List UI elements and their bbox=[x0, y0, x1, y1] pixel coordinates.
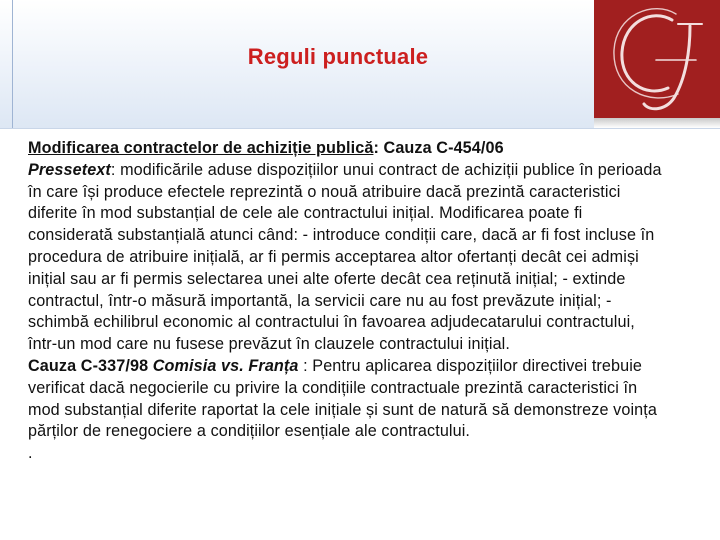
logo bbox=[594, 0, 720, 118]
case-name: Comisia vs. Franța bbox=[152, 356, 299, 375]
monogram-logo-icon bbox=[594, 0, 720, 118]
case-reference: Cauza C‑337/98 bbox=[28, 356, 153, 375]
topic-heading: Modificarea contractelor de achiziție publică bbox=[28, 139, 374, 157]
paragraph-text: : Pentru aplicarea dispozițiilor directivei trebuie verificat dacă negocierile cu privire la condițiile contractuale prezintă caracteristici în mod substanțial diferite raportat la cele inițiale și sunt de natură să demonstreze voința părților de renegociere a condițiilor esențiale ale contractului. bbox=[28, 356, 657, 441]
case-name: Pressetext bbox=[28, 160, 111, 179]
trailing-mark: . bbox=[28, 444, 33, 463]
slide-title: Reguli punctuale bbox=[247, 44, 429, 69]
case-reference: : Cauza C‑454/06 bbox=[373, 139, 504, 157]
logo-shadow bbox=[594, 118, 720, 128]
paragraph-text: : modificările aduse dispozițiilor unui contract de achiziții publice în perioada în care își produce efectele reprezintă o nouă atribuire dacă prezintă caracteristici diferite în mod substanțial de cele ale contractului inițial. Modificarea poate fi considerată substanțială atunci când: - introduce condiții care, dacă ar fi fost incluse în procedura de atribuire inițială, ar fi permis acceptarea altor ofertanți decât cei admiși inițial sau ar fi permis selectarea unei alte oferte decât cea reținută inițial; - extinde contractul, într‑o măsură importantă, la servicii care nu au fost prevăzute inițial; - schimbă echilibrul economic al contractului în favoarea adjudecatarului contractului, într‑un mod care nu fusese prevăzut în clauzele contractului inițial. bbox=[28, 160, 662, 354]
slide-body bbox=[28, 138, 668, 465]
paragraph-pressetext bbox=[28, 138, 668, 356]
paragraph-comisia-franta bbox=[28, 356, 668, 443]
